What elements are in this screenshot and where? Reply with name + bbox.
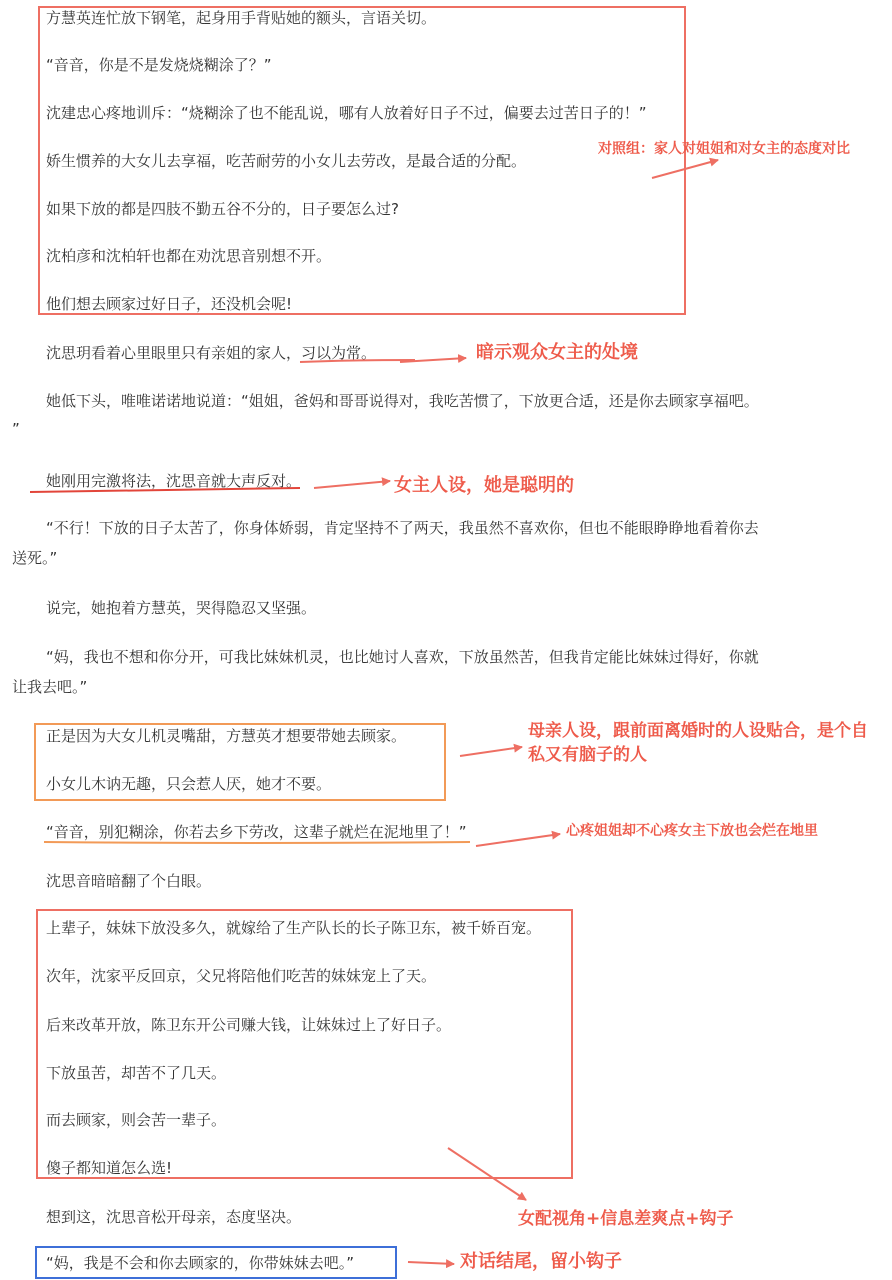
paragraph: 沈思玥看着心里眼里只有亲姐的家人，习以为常。 xyxy=(46,344,377,362)
annotation-note: 女配视角+信息差爽点+钩子 xyxy=(518,1209,734,1229)
paragraph: 他们想去顾家过好日子，还没机会呢! xyxy=(46,295,293,313)
paragraph: 她低下头，唯唯诺诺地说道：“姐姐，爸妈和哥哥说得对，我吃苦惯了，下放更合适，还是你去顾家享福吧。 xyxy=(46,392,759,410)
arrow-icon xyxy=(314,481,390,488)
paragraph: 想到这，沈思音松开母亲，态度坚决。 xyxy=(46,1208,302,1226)
paragraph: 她刚用完激将法，沈思音就大声反对。 xyxy=(46,472,302,490)
paragraph: 下放虽苦，却苦不了几天。 xyxy=(46,1064,227,1082)
paragraph: 沈思音暗暗翻了个白眼。 xyxy=(46,872,212,890)
annotation-note: 对照组：家人对姐姐和对女主的态度对比 xyxy=(598,141,850,157)
annotation-note: 心疼姐姐却不心疼女主下放也会烂在地里 xyxy=(566,823,818,839)
annotation-note: 女主人设，她是聪明的 xyxy=(394,475,574,496)
paragraph: 让我去吧。” xyxy=(12,678,88,696)
supporting-view-box xyxy=(36,909,573,1179)
arrow-icon xyxy=(408,1262,454,1264)
arrow-icon xyxy=(400,358,466,362)
paragraph: 如果下放的都是四肢不勤五谷不分的，日子要怎么过? xyxy=(46,200,399,218)
paragraph: 说完，她抱着方慧英，哭得隐忍又坚强。 xyxy=(46,599,317,617)
paragraph: 方慧英连忙放下钢笔，起身用手背贴她的额头，言语关切。 xyxy=(46,9,437,27)
paragraph: 送死。” xyxy=(12,549,58,567)
paragraph: “音音，你是不是发烧烧糊涂了？” xyxy=(46,56,272,74)
paragraph: 正是因为大女儿机灵嘴甜，方慧英才想要带她去顾家。 xyxy=(46,727,407,745)
arrow-icon xyxy=(476,834,560,846)
paragraph: ” xyxy=(12,420,20,438)
underline-mark xyxy=(44,842,470,843)
annotation-note: 暗示观众女主的处境 xyxy=(476,342,638,363)
paragraph: 上辈子，妹妹下放没多久，就嫁给了生产队长的长子陈卫东，被千娇百宠。 xyxy=(46,919,542,937)
arrow-icon xyxy=(460,747,522,756)
paragraph: “音音，别犯糊涂，你若去乡下劳改，这辈子就烂在泥地里了！” xyxy=(46,823,467,841)
annotation-note: 对话结尾，留小钩子 xyxy=(460,1251,622,1272)
paragraph: “妈，我是不会和你去顾家的，你带妹妹去吧。” xyxy=(46,1254,355,1272)
paragraph: “妈，我也不想和你分开，可我比妹妹机灵，也比她讨人喜欢，下放虽然苦，但我肯定能比妹妹过得好，你就 xyxy=(46,648,759,666)
paragraph: “不行！下放的日子太苦了，你身体娇弱，肯定坚持不了两天，我虽然不喜欢你，但也不能眼睁睁地看着你去 xyxy=(46,519,759,537)
paragraph: 次年，沈家平反回京，父兄将陪他们吃苦的妹妹宠上了天。 xyxy=(46,967,437,985)
paragraph: 小女儿木讷无趣，只会惹人厌，她才不要。 xyxy=(46,775,332,793)
paragraph: 傻子都知道怎么选! xyxy=(46,1159,173,1177)
paragraph: 后来改革开放，陈卫东开公司赚大钱，让妹妹过上了好日子。 xyxy=(46,1016,452,1034)
paragraph: 而去顾家，则会苦一辈子。 xyxy=(46,1111,227,1129)
paragraph: 沈建忠心疼地训斥：“烧糊涂了也不能乱说，哪有人放着好日子不过，偏要去过苦日子的！” xyxy=(46,104,647,122)
annotation-note: 私又有脑子的人 xyxy=(528,745,647,765)
paragraph: 沈柏彦和沈柏轩也都在劝沈思音别想不开。 xyxy=(46,247,332,265)
annotation-note: 母亲人设，跟前面离婚时的人设贴合，是个自 xyxy=(528,721,868,741)
paragraph: 娇生惯养的大女儿去享福，吃苦耐劳的小女儿去劳改，是最合适的分配。 xyxy=(46,152,527,170)
